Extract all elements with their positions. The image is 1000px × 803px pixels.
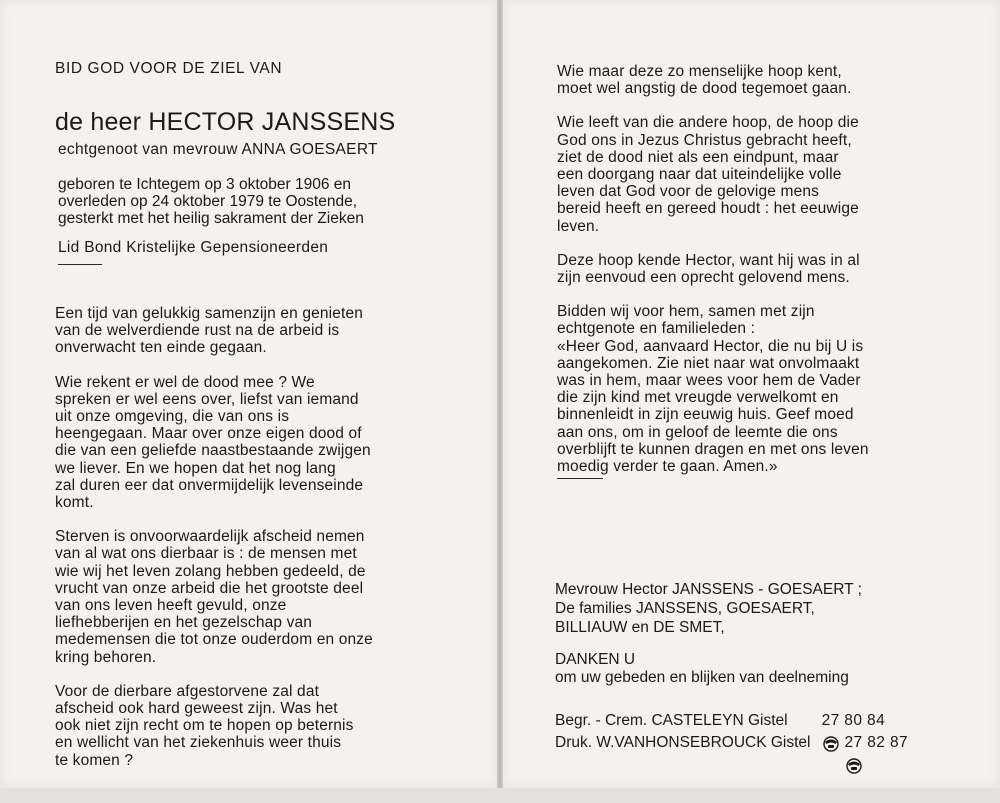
- paragraph: [557, 114, 869, 234]
- text-line: God ons in Jezus Christus gebracht heeft,: [557, 131, 852, 149]
- family-line: BILLIAUW en DE SMET,: [555, 619, 725, 636]
- printer-credits: [555, 710, 908, 754]
- prayer-heading: BID GOD VOOR DE ZIEL VAN: [55, 60, 283, 77]
- text-line: die van een geliefde naastbestaande zwijgen: [55, 442, 371, 460]
- text-line: leven.: [557, 217, 600, 235]
- text-line: onverwacht ten einde gegaan.: [55, 339, 267, 357]
- text-line: moet wel angstig de dood tegemoet gaan.: [557, 80, 852, 98]
- text-line: van al wat ons dierbaar is : de mensen met: [55, 545, 357, 563]
- paragraph: [55, 374, 373, 512]
- text-line: Een tijd van gelukkig samenzijn en genieten: [55, 305, 364, 322]
- text-line: Wie maar deze zo menselijke hoop kent,: [557, 63, 842, 80]
- text-line: van de welverdiende rust na de arbeid is: [55, 322, 340, 340]
- paragraph: [557, 63, 869, 97]
- left-body-text: [55, 305, 373, 769]
- text-line: moedig verder te gaan. Amen.»: [557, 458, 778, 476]
- thanks-block: [555, 651, 849, 686]
- text-line: was in hem, maar wees voor hem de Vader: [557, 372, 861, 390]
- undertaker-credit: [555, 710, 908, 732]
- text-line: een doorgang naar dat uiteindelijke volle: [557, 166, 842, 184]
- membership-line: Lid Bond Kristelijke Gepensioneerden: [58, 239, 329, 256]
- text-line: heengegaan. Maar over onze eigen dood of: [55, 425, 362, 443]
- paragraph: [557, 252, 869, 286]
- text-line: komt.: [55, 494, 94, 512]
- paragraph: [55, 305, 373, 357]
- text-line: Bidden wij voor hem, samen met zijn: [557, 303, 815, 321]
- credit-label: Druk. W.VANHONSEBROUCK Gistel: [555, 734, 811, 751]
- family-line: De families JANSSENS, GOESAERT,: [555, 600, 815, 617]
- phone-number: 27 82 87: [844, 734, 909, 751]
- telephone-icon: [796, 714, 816, 730]
- thanks-title: DANKEN U: [555, 651, 636, 668]
- text-line: Voor de dierbare afgestorvene zal dat: [55, 682, 320, 700]
- text-line: zijn eenvoud een oprecht gelovend mens.: [557, 269, 850, 287]
- family-line: Mevrouw Hector JANSSENS - GOESAERT ;: [555, 581, 862, 598]
- text-line: Wie leeft van die andere hoop, de hoop die: [557, 114, 859, 132]
- text-line: bereid heeft en gereed houdt : het eeuwige: [557, 200, 859, 218]
- credit-label: Begr. - Crem. CASTELEYN Gistel: [555, 712, 788, 729]
- printer-credit: [555, 732, 908, 754]
- divider-rule: [58, 264, 102, 265]
- text-line: afscheid ook hard geweest zijn. Was het: [55, 700, 338, 718]
- text-line: uit onze omgeving, die van ons is: [55, 408, 290, 426]
- divider-rule: [557, 478, 603, 479]
- text-line: wie wij het leven zolang hebben gedeeld, de: [55, 562, 366, 580]
- prayer-paragraph: [557, 303, 869, 475]
- text-line: te komen ?: [55, 751, 134, 769]
- text-line: zal duren eer dat onvermijdelijk levenseinde: [55, 476, 364, 494]
- text-line: vrucht van onze arbeid die het grootste deel: [55, 579, 364, 597]
- text-line: Deze hoop kende Hector, want hij was in al: [557, 251, 860, 269]
- text-line: medemensen die tot onze ouderdom en onze: [55, 631, 373, 649]
- death-line: overleden op 24 oktober 1979 te Oostende,: [58, 193, 358, 211]
- text-line: Wie rekent er wel de dood mee ? We: [55, 373, 315, 391]
- text-line: van ons leven heeft gevuld, onze: [55, 597, 287, 615]
- text-line: we liever. En we hopen dat het nog lang: [55, 459, 336, 477]
- spouse-line: echtgenoot van mevrouw ANNA GOESAERT: [58, 141, 378, 158]
- text-line: Sterven is onvoorwaardelijk afscheid nemen: [55, 528, 365, 546]
- text-line: die zijn kind met vreugde verwelkomt en: [557, 389, 839, 407]
- paragraph: [55, 683, 373, 769]
- text-line: spreken er wel eens over, liefst van iemand: [55, 390, 359, 408]
- text-line: binnenleidt in zijn eeuwig huis. Geef moed: [557, 406, 854, 424]
- text-line: ook niet zijn recht om te hopen op beternis: [55, 717, 354, 735]
- text-line: overblijft te kunnen dragen en met ons leven: [557, 440, 869, 458]
- family-signatories: [555, 580, 862, 637]
- text-line: ziet de dood niet als een eindpunt, maar: [557, 148, 839, 166]
- text-line: liefhebberijen en het gezelschap van: [55, 614, 313, 632]
- sacrament-line: gesterkt met het heilig sakrament der Zieken: [58, 210, 364, 228]
- phone-number: 27 80 84: [821, 712, 886, 729]
- text-line: leven dat God voor de gelovige mens: [557, 183, 820, 201]
- birth-line: geboren te Ichtegem op 3 oktober 1906 en: [58, 176, 351, 193]
- text-line: «Heer God, aanvaard Hector, die nu bij U is: [557, 337, 864, 355]
- text-line: aangekomen. Zie niet naar wat onvolmaakt: [557, 354, 860, 372]
- text-line: en wellicht van het ziekenhuis weer thuis: [55, 734, 342, 752]
- birth-death-details: [58, 176, 364, 228]
- deceased-name: de heer HECTOR JANSSENS: [55, 108, 396, 136]
- telephone-icon: [819, 736, 839, 752]
- text-line: echtgenote en familieleden :: [557, 320, 756, 338]
- text-line: aan ons, om in geloof de leemte die ons: [557, 423, 838, 441]
- text-line: kring behoren.: [55, 648, 157, 666]
- right-body-text: [557, 63, 869, 475]
- paragraph: [55, 528, 373, 666]
- thanks-text: om uw gebeden en blijken van deelneming: [555, 668, 849, 686]
